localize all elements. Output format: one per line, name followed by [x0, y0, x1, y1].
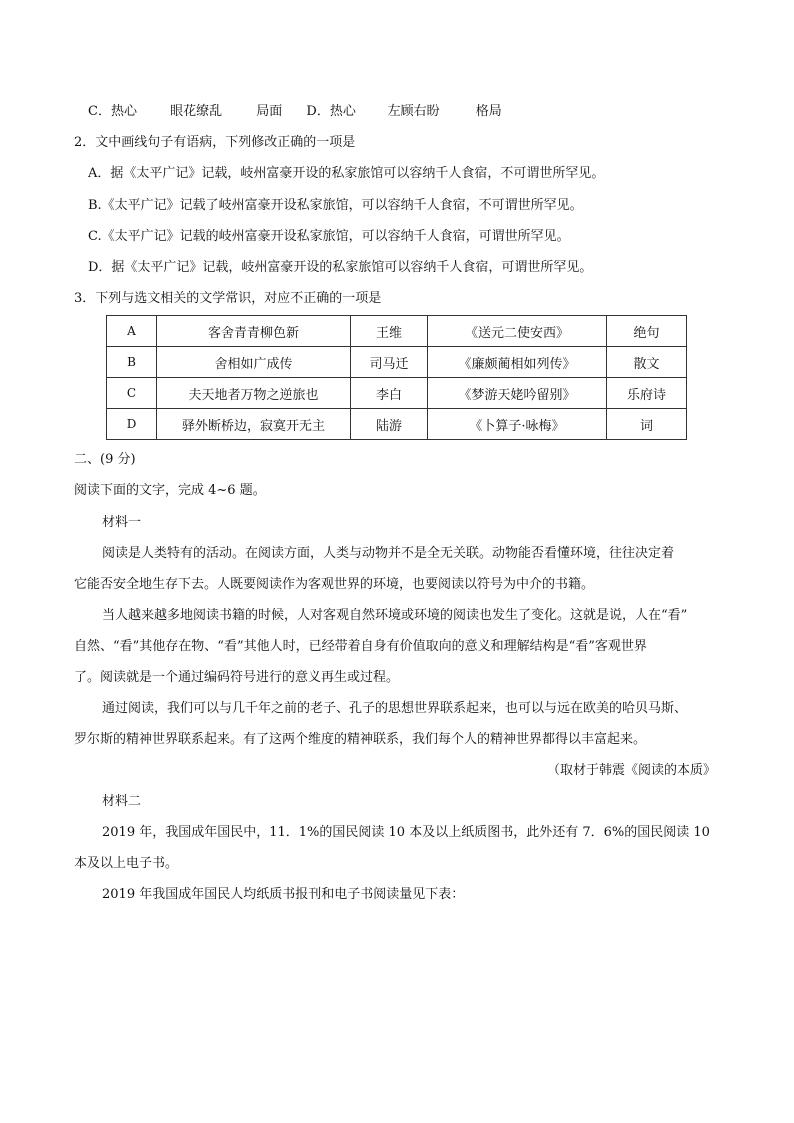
table-cell: 李白 — [351, 378, 428, 409]
table-cell: 司马迁 — [351, 347, 428, 378]
table-row — [107, 347, 687, 378]
table-row — [107, 409, 687, 440]
q2-option-c: C.《太平广记》记载的岐州富豪开设私家旅馆，可以容纳千人食宿，可谓世所罕见。 — [88, 229, 570, 244]
table-cell: A — [107, 316, 157, 347]
table-cell: 《送元二使安西》 — [428, 316, 607, 347]
table-cell: B — [107, 347, 157, 378]
material2-line: 2019 年我国成年国民人均纸质书报刊和电子书阅读量见下表： — [102, 887, 465, 902]
material1-source: （取材于韩震《阅读的本质》 — [546, 763, 716, 778]
material1-title: 材料一 — [102, 515, 142, 530]
table-cell: 陆游 — [351, 409, 428, 440]
q2-option-d: D．据《太平广记》记载，岐州富豪开设的私家旅馆可以容纳千人食宿，可谓世所罕见。 — [88, 260, 593, 275]
material1-line: 阅读是人类特有的活动。在阅读方面，人类与动物并不是全无关联。动物能否看懂环境，往往决定着 — [102, 546, 675, 561]
option-c-label: C．热心 — [88, 104, 137, 119]
option-d-word3: 格局 — [475, 104, 502, 119]
literature-table — [106, 315, 687, 440]
table-cell: 《廉颇蔺相如列传》 — [428, 347, 607, 378]
table-cell: 绝句 — [607, 316, 687, 347]
table-cell: 舍相如广成传 — [157, 347, 351, 378]
material1-line: 它能否安全地生存下去。人既要阅读作为客观世界的环境，也要阅读以符号为中介的书籍。 — [74, 577, 595, 592]
material1-line: 了。阅读就是一个通过编码符号进行的意义再生或过程。 — [74, 670, 400, 685]
q2-option-b: B.《太平广记》记载了岐州富豪开设私家旅馆，可以容纳千人食宿，不可谓世所罕见。 — [88, 198, 583, 213]
option-c-word3: 局面 — [256, 104, 283, 119]
table-cell: 散文 — [607, 347, 687, 378]
table-cell: 客舍青青柳色新 — [157, 316, 351, 347]
table-cell: C — [107, 378, 157, 409]
material1-line: 罗尔斯的精神世界联系起来。有了这两个维度的精神联系，我们每个人的精神世界都得以丰富起来。 — [74, 732, 647, 747]
table-row — [107, 378, 687, 409]
material2-line: 2019 年，我国成年国民中，11．1%的国民阅读 10 本及以上纸质图书，此外还有 7．6%的国民阅读 10 — [102, 825, 710, 840]
table-cell: 王维 — [351, 316, 428, 347]
table-cell: 夫天地者万物之逆旅也 — [157, 378, 351, 409]
material1-line: 通过阅读，我们可以与几千年之前的老子、孔子的思想世界联系起来，也可以与远在欧美的哈贝马斯、 — [102, 701, 688, 716]
material1-line: 当人越来越多地阅读书籍的时候，人对客观自然环境或环境的阅读也发生了变化。这就是说，人在“看” — [102, 608, 688, 623]
table-cell: 乐府诗 — [607, 378, 687, 409]
q2-option-a: A．据《太平广记》记载，岐州富豪开设的私家旅馆可以容纳千人食宿，不可谓世所罕见。 — [88, 166, 605, 181]
table-cell: D — [107, 409, 157, 440]
section-heading: 二、(9 分) — [74, 452, 136, 467]
q3-stem: 3．下列与选文相关的文学常识，对应不正确的一项是 — [74, 291, 382, 306]
table-row — [107, 316, 687, 347]
material1-line: 自然、“看”其他存在物、“看”其他人时，已经带着自身有价值取向的意义和理解结构是“看”客观世界 — [74, 639, 647, 654]
section-instruction: 阅读下面的文字，完成 4~6 题。 — [74, 483, 266, 498]
table-cell: 词 — [607, 409, 687, 440]
material2-title: 材料二 — [102, 794, 142, 809]
table-cell: 驿外断桥边，寂寞开无主 — [157, 409, 351, 440]
q1-option-c-d — [88, 102, 502, 122]
material2-line: 本及以上电子书。 — [74, 856, 179, 871]
q2-stem: 2．文中画线句子有语病，下列修改正确的一项是 — [74, 135, 356, 150]
option-c-word2: 眼花缭乱 — [170, 104, 223, 119]
option-d-word2: 左顾右盼 — [387, 104, 440, 119]
table-cell: 《梦游天姥吟留别》 — [428, 378, 607, 409]
option-d-label: D．热心 — [306, 104, 356, 119]
table-cell: 《卜算子·咏梅》 — [428, 409, 607, 440]
